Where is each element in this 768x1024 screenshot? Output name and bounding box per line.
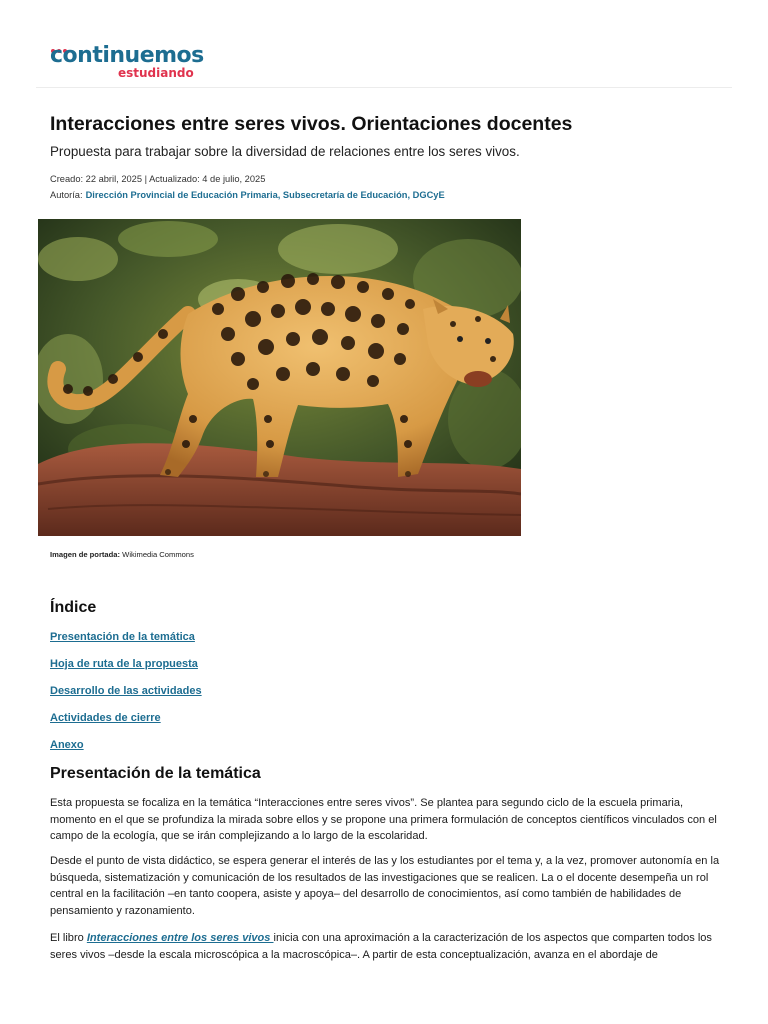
page-title: Interacciones entre seres vivos. Orientaciones docentes bbox=[50, 113, 573, 135]
site-logo[interactable] bbox=[50, 40, 220, 82]
paragraph-2: Desde el punto de vista didáctico, se espera generar el interés de las y los estudiantes por el tema y, a la vez, promover autonomía en la búsqueda, sistematización y comunicación de los resultados de las investigaciones que se realicen. La o el docente desempeña un rol central en la facilitación –en tanto coopera, asiste y apoya– del desarrollo de conocimientos, así como también de habilidades de pensamiento y razonamiento. bbox=[50, 855, 720, 917]
toc-heading: Índice bbox=[50, 599, 97, 616]
paragraph-3 bbox=[50, 930, 722, 963]
cover-caption bbox=[50, 550, 194, 560]
cover-caption-label: Imagen de portada: bbox=[50, 550, 121, 559]
toc-link-hoja-de-ruta[interactable]: Hoja de ruta de la propuesta bbox=[50, 658, 198, 670]
cover-caption-value: Wikimedia Commons bbox=[122, 550, 194, 559]
page-subtitle: Propuesta para trabajar sobre la diversidad de relaciones entre los seres vivos. bbox=[50, 144, 520, 159]
toc-link-presentacion[interactable]: Presentación de la temática bbox=[50, 631, 195, 643]
section-heading: Presentación de la temática bbox=[50, 765, 261, 782]
authors-label: Autoría: bbox=[50, 190, 83, 200]
cover-image bbox=[38, 219, 521, 536]
site-header bbox=[0, 0, 768, 88]
publish-dates: Creado: 22 abril, 2025 | Actualizado: 4 de julio, 2025 bbox=[50, 174, 266, 184]
toc-link-desarrollo[interactable]: Desarrollo de las actividades bbox=[50, 685, 202, 697]
paragraph-3-start: El libro bbox=[50, 932, 87, 944]
logo-main-text: continuemos bbox=[50, 43, 204, 68]
paragraph-1: Esta propuesta se focaliza en la temática “Interacciones entre seres vivos”. Se plantea para segundo ciclo de la escuela primaria, momento en el que se profundiza la mirada sobre ellos y se propone una primera formulación de conceptos científicos vinculados con el campo de la ecología, que se irán complejizando a lo largo de la escolaridad. bbox=[50, 797, 717, 842]
book-link[interactable]: Interacciones entre los seres vivos bbox=[86, 932, 274, 944]
authors-line bbox=[50, 189, 445, 202]
toc-link-anexo[interactable]: Anexo bbox=[50, 739, 84, 751]
header-divider bbox=[36, 87, 732, 88]
paragraph-3-end: inicia con una aproximación a la caracterización de los aspectos que comparten todos los seres vivos –desde la escala microscópica a la macroscópica–. A partir de esta conceptualización, avanza en el abordaje de bbox=[50, 932, 712, 961]
logo-sub-text: estudiando bbox=[118, 66, 194, 80]
authors-link[interactable]: Dirección Provincial de Educación Primaria, Subsecretaría de Educación, DGCyE bbox=[85, 190, 445, 200]
jaguar-photo-icon bbox=[38, 219, 521, 536]
toc-link-cierre[interactable]: Actividades de cierre bbox=[50, 712, 161, 724]
